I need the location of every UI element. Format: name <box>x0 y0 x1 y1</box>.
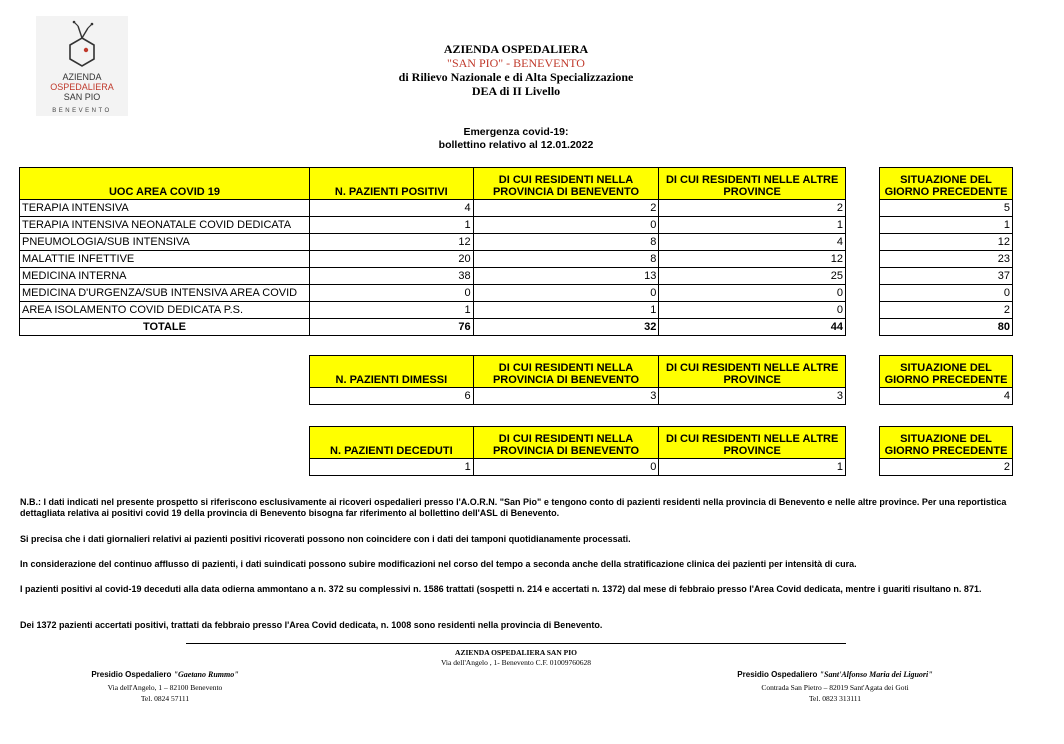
header-residenti-altre: DI CUI RESIDENTI NELLE ALTRE PROVINCE <box>659 168 846 200</box>
header-uoc: UOC AREA COVID 19 <box>20 168 310 200</box>
main-covid-table <box>19 167 846 336</box>
hospital-logo <box>36 16 128 116</box>
bulletin-line1: Emergenza covid-19: <box>463 126 569 138</box>
header-deceduti: N. PAZIENTI DECEDUTI <box>310 427 474 459</box>
row-bn: 8 <box>473 234 659 251</box>
header-residenti-altre: DI CUI RESIDENTI NELLE ALTRE PROVINCE <box>659 356 846 388</box>
row-positivi: 20 <box>309 251 473 268</box>
prev-day-header: SITUAZIONE DEL GIORNO PRECEDENTE <box>880 168 1013 200</box>
row-altre: 2 <box>659 200 846 217</box>
dimessi-table <box>309 355 846 405</box>
table-header-row <box>20 168 846 200</box>
row-positivi: 4 <box>309 200 473 217</box>
table-total-row <box>20 319 846 336</box>
total-label: TOTALE <box>20 319 310 336</box>
header-residenti-bn: DI CUI RESIDENTI NELLA PROVINCIA DI BENEVENTO <box>473 356 659 388</box>
row-altre: 1 <box>659 217 846 234</box>
prev-day-main-table <box>879 167 1013 336</box>
prev-day-value: 23 <box>880 251 1013 268</box>
dimessi-altre: 3 <box>659 388 846 405</box>
prev-day-total: 80 <box>880 319 1013 336</box>
row-bn: 1 <box>473 302 659 319</box>
note-tamponi: Si precisa che i dati giornalieri relativi ai pazienti positivi ricoverati possono non coincidere con i dati dei tamponi quotidianamente processati. <box>20 534 631 544</box>
note-afflusso: In considerazione del continuo afflusso di pazienti, i dati suindicati possono subire modificazioni nel corso del tempo a seconda anche della stratificazione clinica dei pazienti per intensità di cura. <box>20 559 857 569</box>
total-altre: 44 <box>659 319 846 336</box>
prev-day-value: 37 <box>880 268 1013 285</box>
row-positivi: 0 <box>309 285 473 302</box>
table-row <box>20 251 846 268</box>
deceduti-prev-value: 2 <box>880 459 1013 476</box>
row-altre: 0 <box>659 285 846 302</box>
table-row <box>20 217 846 234</box>
prev-day-value: 5 <box>880 200 1013 217</box>
row-altre: 25 <box>659 268 846 285</box>
header-residenti-altre: DI CUI RESIDENTI NELLE ALTRE PROVINCE <box>659 427 846 459</box>
footer-right-address: Contrada San Pietro – 82019 Sant'Agata dei Goti <box>761 683 909 692</box>
row-bn: 0 <box>473 217 659 234</box>
header-residenti-bn: DI CUI RESIDENTI NELLA PROVINCIA DI BENEVENTO <box>473 427 659 459</box>
footer-divider <box>186 643 846 644</box>
row-positivi: 12 <box>309 234 473 251</box>
row-positivi: 38 <box>309 268 473 285</box>
dimessi-prev-value: 4 <box>880 388 1013 405</box>
row-label: PNEUMOLOGIA/SUB INTENSIVA <box>20 234 310 251</box>
footer-right-name: "Sant'Alfonso Maria dei Liguori" <box>819 670 933 679</box>
bulletin-line2: bollettino relativo al 12.01.2022 <box>438 139 594 151</box>
prev-day-value: 12 <box>880 234 1013 251</box>
footer-right-prefix: Presidio Ospedaliero <box>737 670 820 679</box>
footer-center-title: AZIENDA OSPEDALIERA SAN PIO <box>455 648 577 657</box>
dimessi-value: 6 <box>310 388 474 405</box>
hexagon-logo-icon <box>64 20 100 70</box>
table-row <box>20 268 846 285</box>
table-row <box>20 200 846 217</box>
footer-right-title <box>710 670 960 680</box>
row-bn: 13 <box>473 268 659 285</box>
deceduti-value: 1 <box>310 459 474 476</box>
header-title: AZIENDA OSPEDALIERA <box>443 42 589 56</box>
prev-day-header: SITUAZIONE DEL GIORNO PRECEDENTE <box>880 356 1013 388</box>
row-label: TERAPIA INTENSIVA NEONATALE COVID DEDICATA <box>20 217 310 234</box>
table-row <box>20 302 846 319</box>
row-label: MEDICINA INTERNA <box>20 268 310 285</box>
footer-right-tel: Tel. 0823 313111 <box>808 694 862 703</box>
dimessi-prev-table <box>879 355 1013 405</box>
prev-day-value: 0 <box>880 285 1013 302</box>
prev-day-value: 1 <box>880 217 1013 234</box>
note-accertati: Dei 1372 pazienti accertati positivi, trattati da febbraio presso l'Area Covid dedicata, n. 1008 sono residenti nella provincia di Benevento. <box>20 620 603 630</box>
row-positivi: 1 <box>309 302 473 319</box>
footer-left-prefix: Presidio Ospedaliero <box>91 670 174 679</box>
row-label: MEDICINA D'URGENZA/SUB INTENSIVA AREA COVID <box>20 285 310 302</box>
prev-day-header: SITUAZIONE DEL GIORNO PRECEDENTE <box>880 427 1013 459</box>
deceduti-bn: 0 <box>473 459 659 476</box>
note-nb: N.B.: I dati indicati nel presente prospetto si riferiscono esclusivamente ai ricoveri ospedalieri presso l'A.O.R.N. "San Pio" e tengono conto di pazienti residenti nella provincia di Benevento e nelle altre province. Per una reportistica dettagliata relativa ai positivi covid 19 della provincia di Benevento bisogna far riferimento al bollettino dell'ASL di Benevento. <box>20 497 1007 518</box>
row-altre: 12 <box>659 251 846 268</box>
footer-left-title <box>60 670 270 680</box>
dimessi-bn: 3 <box>473 388 659 405</box>
footer-left-address: Via dell'Angelo, 1 – 82100 Benevento <box>107 683 223 692</box>
row-bn: 0 <box>473 285 659 302</box>
footer-left-name: "Gaetano Rummo" <box>173 670 239 679</box>
row-label: TERAPIA INTENSIVA <box>20 200 310 217</box>
row-positivi: 1 <box>309 217 473 234</box>
footer-center-address: Via dell'Angelo , 1- Benevento C.F. 01009760628 <box>440 658 592 667</box>
header-positivi: N. PAZIENTI POSITIVI <box>309 168 473 200</box>
header-name: "SAN PIO" - BENEVENTO <box>447 56 585 70</box>
logo-text-benevento: BENEVENTO <box>52 108 112 114</box>
prev-day-value: 2 <box>880 302 1013 319</box>
header-residenti-bn: DI CUI RESIDENTI NELLA PROVINCIA DI BENEVENTO <box>473 168 659 200</box>
logo-text-sanpio: SAN PIO <box>63 92 101 102</box>
header-dimessi: N. PAZIENTI DIMESSI <box>310 356 474 388</box>
row-bn: 2 <box>473 200 659 217</box>
deceduti-altre: 1 <box>659 459 846 476</box>
row-label: MALATTIE INFETTIVE <box>20 251 310 268</box>
total-bn: 32 <box>473 319 659 336</box>
logo-text-ospedaliera: OSPEDALIERA <box>50 82 114 92</box>
table-row <box>20 234 846 251</box>
row-altre: 0 <box>659 302 846 319</box>
deceduti-prev-table <box>879 426 1013 476</box>
header-line3: di Rilievo Nazionale e di Alta Specializzazione <box>398 70 634 84</box>
logo-text-azienda: AZIENDA <box>62 72 102 82</box>
deceduti-table <box>309 426 846 476</box>
note-deceduti: I pazienti positivi al covid-19 deceduti alla data odierna ammontano a n. 372 su complessivi n. 1586 trattati (sospetti n. 214 e accertati n. 1372) dal mese di febbraio presso l'Area Covid dedicata, mentre i guariti risultano n. 871. <box>20 584 982 594</box>
row-bn: 8 <box>473 251 659 268</box>
row-label: AREA ISOLAMENTO COVID DEDICATA P.S. <box>20 302 310 319</box>
footer-left-tel: Tel. 0824 57111 <box>140 694 190 703</box>
table-row <box>20 285 846 302</box>
header-line4: DEA di II Livello <box>471 84 561 98</box>
row-altre: 4 <box>659 234 846 251</box>
total-positivi: 76 <box>309 319 473 336</box>
